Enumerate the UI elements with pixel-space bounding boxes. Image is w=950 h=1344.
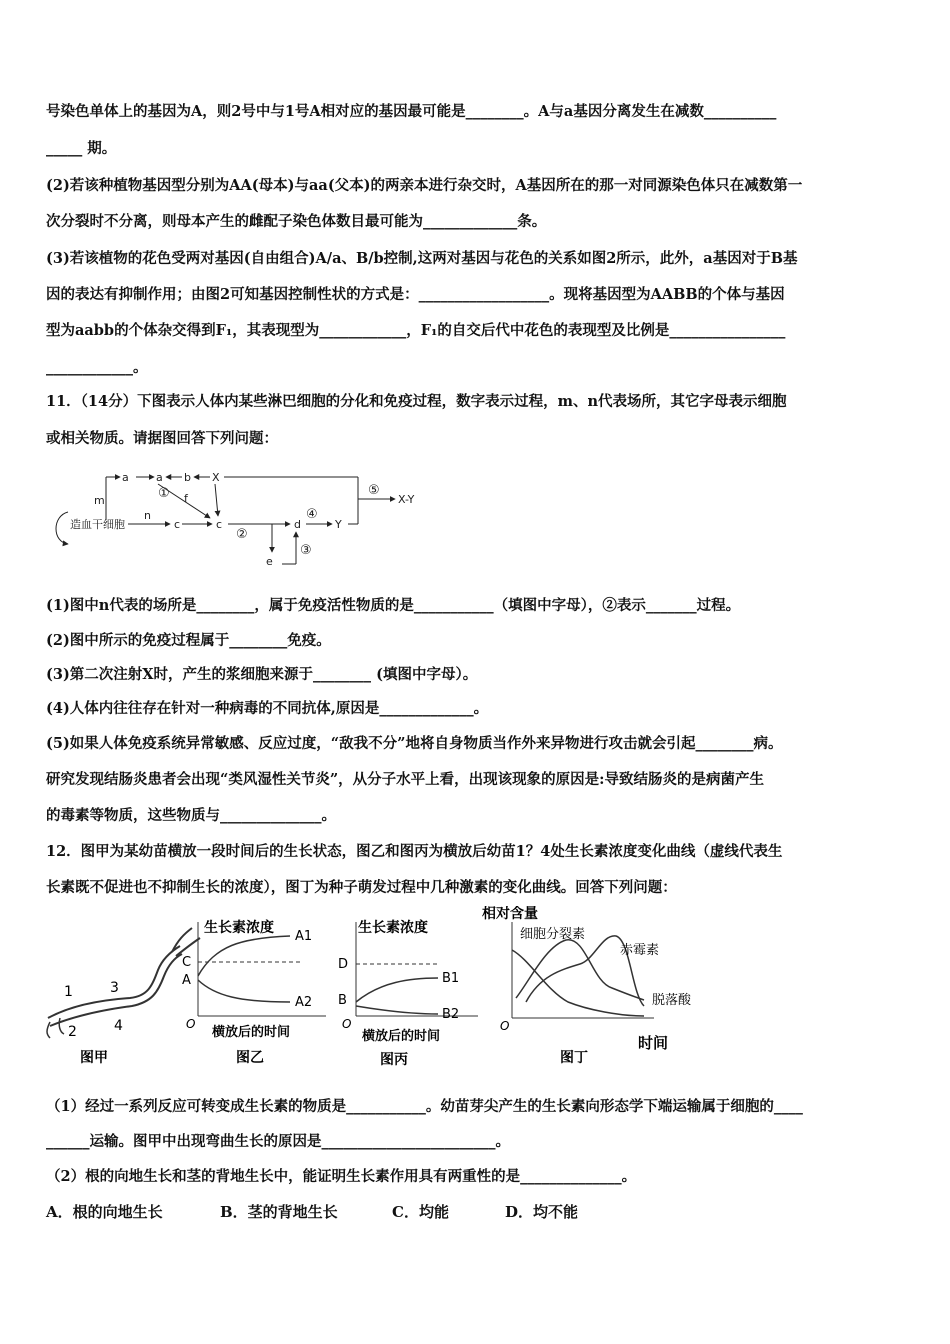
yi-series-a1: A1 — [295, 929, 313, 944]
figure-yi — [182, 919, 326, 1066]
yi-series-a2: A2 — [295, 995, 313, 1010]
yi-origin: O — [186, 1017, 196, 1031]
yi-ylabel: 生长素浓度 — [204, 920, 274, 936]
plant-hormone-figures — [40, 906, 730, 1068]
node-xy: X-Y — [398, 493, 415, 506]
text-line: _____ 期。 — [46, 140, 117, 157]
bing-tick-b: B — [338, 993, 347, 1008]
curve-b2 — [356, 1006, 438, 1014]
curve-cytokinin — [512, 950, 644, 1016]
figure-bing — [338, 919, 478, 1068]
node-c1: c — [174, 518, 181, 531]
text-line: ______运输。图甲中出现弯曲生长的原因是________________________。 — [46, 1133, 510, 1150]
node-c2: c — [216, 518, 223, 531]
option-b[interactable]: B．茎的背地生长 — [220, 1203, 338, 1221]
text-line: 因的表达有抑制作用；由图2可知基因控制性状的方式是：__________________。现将基因型为AABB的个体与基因 — [46, 286, 785, 303]
yi-xlabel: 横放后的时间 — [212, 1025, 291, 1040]
step-2: ② — [236, 527, 248, 542]
yi-tick-a: A — [182, 973, 191, 988]
node-b: b — [184, 471, 191, 484]
ding-series-cytokinin: 细胞分裂素 — [520, 927, 586, 942]
jia-label-1: 1 — [64, 984, 73, 1000]
figure-jia — [47, 928, 200, 1066]
jia-caption: 图甲 — [80, 1050, 108, 1066]
step-5: ⑤ — [368, 483, 380, 498]
bing-xlabel: 横放后的时间 — [362, 1029, 441, 1044]
immune-process-diagram — [50, 466, 430, 576]
step-4: ④ — [306, 507, 318, 522]
node-x: X — [212, 471, 220, 484]
text-line: 研究发现结肠炎患者会出现“类风湿性关节炎”，从分子水平上看，出现该现象的原因是:导致结肠炎的是病菌产生 — [46, 771, 765, 788]
curve-a2 — [198, 980, 290, 1002]
ding-origin: O — [500, 1019, 510, 1033]
node-y: Y — [335, 518, 342, 531]
yi-caption: 图乙 — [236, 1050, 264, 1066]
question-11: 11．（14分）下图表示人体内某些淋巴细胞的分化和免疫过程，数字表示过程，m、n代表场所，其它字母表示细胞 — [46, 393, 787, 410]
q11-part5: (5)如果人体免疫系统异常敏感、反应过度，“敌我不分”地将自身物质当作外来异物进行攻击就会引起________病。 — [46, 735, 783, 752]
option-a[interactable]: A．根的向地生长 — [46, 1203, 163, 1221]
self-renew-arrow — [56, 512, 68, 544]
ding-ylabel: 相对含量 — [482, 906, 538, 922]
jia-label-2: 2 — [68, 1024, 77, 1040]
ding-series-gibberellin: 赤霉素 — [620, 943, 660, 958]
bing-series-b1: B1 — [442, 971, 460, 986]
ding-caption: 图丁 — [560, 1050, 588, 1066]
text-line: 或相关物质。请据图回答下列问题： — [46, 430, 278, 447]
bing-ylabel: 生长素浓度 — [358, 920, 428, 936]
text-line: 长素既不促进也不抑制生长的浓度），图丁为种子萌发过程中几种激素的变化曲线。回答下列问题： — [46, 879, 677, 896]
curve-b1 — [356, 978, 438, 1002]
step-3: ③ — [300, 543, 312, 558]
site-m: m — [94, 494, 105, 507]
site-n: n — [144, 509, 151, 522]
bing-series-b2: B2 — [442, 1007, 460, 1022]
node-a1: a — [122, 471, 129, 484]
bing-tick-d: D — [338, 957, 349, 972]
q12-part1: （1）经过一系列反应可转变成生长素的物质是___________。幼苗芽尖产生的生长素向形态学下端运输属于细胞的____ — [46, 1098, 803, 1115]
node-e: e — [266, 555, 273, 568]
figure-ding — [482, 906, 692, 1066]
node-f: f — [184, 492, 188, 505]
ding-series-aba: 脱落酸 — [652, 993, 692, 1008]
text-line: 型为aabb的个体杂交得到F₁，其表现型为____________，F₁的自交后代中花色的表现型及比例是________________ — [46, 322, 786, 339]
node-a2: a — [156, 471, 163, 484]
jia-label-3: 3 — [110, 980, 119, 996]
text-line: (3)若该植物的花色受两对基因(自由组合)A/a、B/b控制,这两对基因与花色的关系如图2所示，此外，a基因对于B基 — [46, 250, 798, 267]
question-12: 12．图甲为某幼苗横放一段时间后的生长状态，图乙和图丙为横放后幼苗1？4处生长素浓度变化曲线（虚线代表生 — [46, 843, 783, 860]
text-line: 次分裂时不分离，则母本产生的雌配子染色体数目最可能为_____________条。 — [46, 213, 547, 230]
stem-cell-label: 造血干细胞 — [70, 518, 125, 531]
q11-part1: (1)图中n代表的场所是________，属于免疫活性物质的是___________（填图中字母），②表示_______过程。 — [46, 597, 741, 614]
step-1: ① — [158, 486, 170, 501]
jia-label-4: 4 — [114, 1018, 123, 1034]
bing-origin: O — [342, 1017, 352, 1031]
text-line: 的毒素等物质，这些物质与______________。 — [46, 807, 336, 824]
q12-part2: （2）根的向地生长和茎的背地生长中，能证明生长素作用具有两重性的是______________。 — [46, 1168, 637, 1185]
option-c[interactable]: C．均能 — [392, 1203, 449, 1221]
option-d[interactable]: D．均不能 — [505, 1203, 579, 1221]
ding-xlabel: 时间 — [638, 1034, 669, 1052]
text-line: (2)若该种植物基因型分别为AA(母本)与aa(父本)的两亲本进行杂交时，A基因所在的那一对同源染色体只在减数第一 — [46, 177, 803, 194]
q11-part2: (2)图中所示的免疫过程属于________免疫。 — [46, 632, 331, 649]
curve-a1 — [198, 936, 290, 976]
text-line: 号染色单体上的基因为A，则2号中与1号A相对应的基因最可能是________。A与a基因分离发生在减数__________ — [46, 103, 777, 120]
node-d: d — [294, 518, 301, 531]
bing-caption: 图丙 — [380, 1052, 408, 1068]
q11-part4: (4)人体内往往存在针对一种病毒的不同抗体,原因是_____________。 — [46, 700, 489, 717]
yi-tick-c: C — [182, 955, 192, 970]
text-line: ____________。 — [46, 359, 148, 376]
q11-part3: (3)第二次注射X时，产生的浆细胞来源于________ (填图中字母）。 — [46, 666, 478, 683]
